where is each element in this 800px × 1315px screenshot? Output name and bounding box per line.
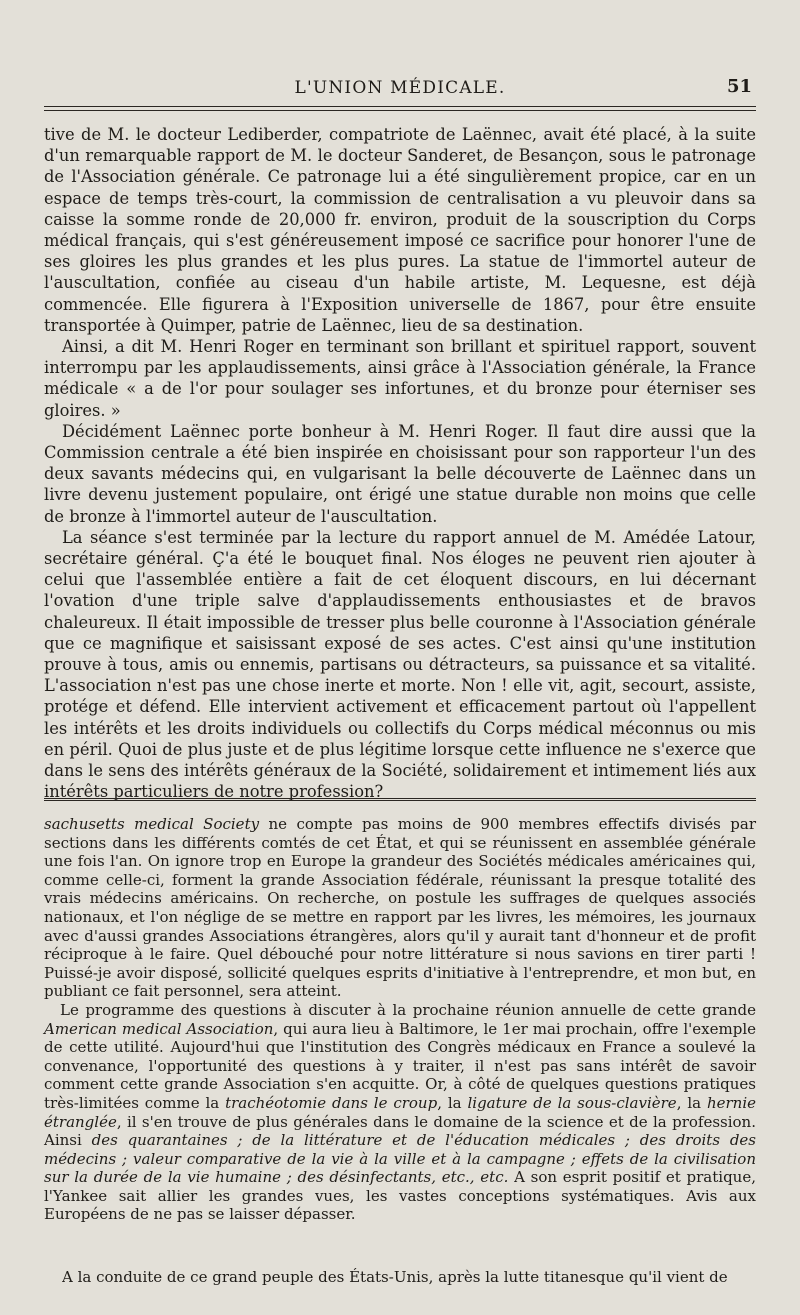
paragraph: Décidément Laënnec porte bonheur à M. Henri Roger. Il faut dire aussi que la Commission centrale a été bien inspirée en choisissant pour son rapporteur l'un des deux savants médecins qui, en vulgarisant la belle découverte de Laënnec dans un livre devenu justement populaire, ont érigé une statue durable non moins que celle de bronze à l'immortel auteur de l'auscultation. (44, 421, 756, 526)
feuilleton-divider (44, 798, 756, 801)
paragraph-text: , la (437, 1093, 468, 1112)
italic-text: hernie étranglée (44, 1093, 756, 1131)
main-article (44, 124, 756, 803)
feuilleton-paragraph (44, 1001, 756, 1224)
italic-text: trachéotomie dans le croup (225, 1093, 438, 1112)
feuilleton-paragraph (44, 815, 756, 1001)
running-title: L'UNION MÉDICALE. (294, 78, 506, 98)
page-header (44, 74, 756, 104)
italic-text: des quarantaines ; de la littérature et de l'éducation médicales ; des droits des médecins ; valeur comparative de la vie à la ville et à la campagne ; effets de la civilisation sur la durée de la vie humaine ; des désinfectants, etc., etc. (44, 1131, 756, 1187)
paragraph: Ainsi, a dit M. Henri Roger en terminant son brillant et spirituel rapport, souvent interrompu par les applaudissements, ainsi grâce à l'Association générale, la France médicale « a de l'or pour soulager ses infortunes, et du bronze pour éterniser ses gloires. » (44, 337, 756, 420)
italic-text: sachusetts medical Society (44, 815, 260, 833)
paragraph-text: , qui aura lieu à Baltimore, le 1er mai prochain, offre l'exemple de cette utilité. Aujourd'hui que l'institution des Congrès médicaux en France a soulevé la convenance, l'opportunité des questions à y traiter, il n'est pas sans intérêt de savoir comment cette grande Association s'en acquitte. Or, à côté de quelques questions pratiques très-limitées comme la (44, 1019, 756, 1112)
feuilleton-section (44, 815, 756, 1224)
paragraph-text: Le programme des questions à discuter à la prochaine réunion annuelle de cette grande (60, 1000, 756, 1019)
paragraph: La séance s'est terminée par la lecture du rapport annuel de M. Amédée Latour, secrétaire général. Ç'a été le bouquet final. Nos éloges ne peuvent rien ajouter à celui que l'assemblée entière a fait de cet éloquent discours, en lui décernant l'ovation d'une triple salve d'applaudissements enthousiastes et de bravos chaleureux. Il était impossible de tresser plus belle couronne à l'Association générale que ce magnifique et saisissant exposé de ses actes. C'est ainsi qu'une institution prouve à tous, amis ou ennemis, partisans ou détracteurs, sa puissance et sa vitalité. L'association n'est pas une chose inerte et morte. Non ! elle vit, agit, secourt, assiste, protége et défend. Elle intervient activement et efficacement partout où l'appellent les intérêts et les droits individuels ou collectifs du Corps médical méconnus ou mis en péril. Quoi de plus juste et de plus légitime lorsque cette influence ne s'exerce que dans le sens des intérêts généraux de la Société, solidairement et intimement liés aux intérêts particuliers de notre profession? (44, 527, 756, 802)
header-rule (44, 106, 756, 107)
italic-text: American medical Association (44, 1019, 274, 1038)
paragraph: tive de M. le docteur Lediberder, compatriote de Laënnec, avait été placé, à la suite d'un remarquable rapport de M. le docteur Sanderet, de Besançon, sous le patronage de l'Association générale. Ce patronage lui a été singulièrement propice, car en un espace de temps très-court, la commission de centralisation a vu pleuvoir dans sa caisse la somme ronde de 20,000 fr. environ, produit de la souscription du Corps médical français, qui s'est généreusement imposé ce sacrifice pour honorer l'une de ses gloires les plus grandes et les plus pures. La statue de l'immortel auteur de l'auscultation, confiée au ciseau d'un habile artiste, M. Lequesne, est déjà commencée. Elle figurera à l'Exposition universelle de 1867, pour être ensuite transportée à Quimper, patrie de Laënnec, lieu de sa destination. (44, 125, 756, 335)
page-number: 51 (726, 76, 752, 97)
header-rule-secondary (44, 110, 756, 111)
paragraph-text: ne compte pas moins de 900 membres effectifs divisés par sections dans les différents comtés de cet État, et qui se réunissent en assemblée générale une fois l'an. On ignore trop en Europe la grandeur des Sociétés médicales américaines qui, comme celle-ci, forment la grande Association fédérale, réunissant la presque totalité des vrais médecins américains. On recherche, on postule les suffrages de quelques associés nationaux, et l'on néglige de se mettre en rapport par les livres, les mémoires, les journaux avec d'aussi grandes Associations étrangères, alors qu'il y aurait tant d'honneur et de profit réciproque à le faire. Quel débouché pour notre littérature si nous savions en tirer parti ! Puissé-je avoir disposé, sollicité quelques esprits d'initiative à l'entreprendre, et mon but, en publiant ce fait personnel, sera atteint. (44, 815, 756, 1001)
paragraph-text: A son esprit positif et pratique, l'Yankee sait allier les grandes vues, les vastes conceptions systématiques. Avis aux Européens de ne pas se laisser dépasser. (44, 1168, 756, 1224)
feuilleton-continued-line: A la conduite de ce grand peuple des États-Unis, après la lutte titanesque qu'il vient de (62, 1268, 728, 1286)
paragraph-text: , la (676, 1093, 707, 1112)
italic-text: ligature de la sous-clavière (467, 1093, 677, 1112)
paragraph-text: , il s'en trouve de plus générales dans le domaine de la science et de la profession. Ainsi (44, 1112, 756, 1150)
